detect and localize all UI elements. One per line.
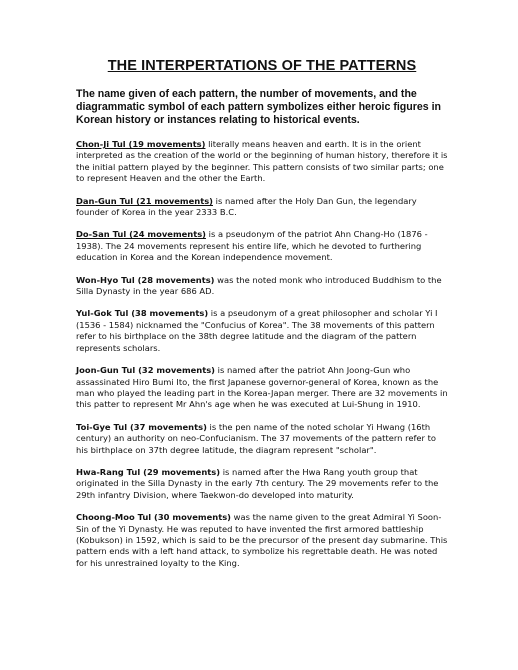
pattern-description: is a pseudonym of the patriot Ahn Chang-Ho (1876 - 1938). The 24 movements represent his entire life, which he devoted to furthering education in Korea and the Korean independence movement. (76, 229, 428, 263)
page-title: THE INTERPERTATIONS OF THE PATTERNS (107, 58, 417, 74)
pattern-entry-dan-gun (76, 196, 448, 219)
document-page (76, 58, 448, 580)
pattern-description: was the name given to the great Admiral Yi Soon-Sin of the Yi Dynasty. He was reputed to have invented the first armored battleship (Kobukson) in 1592, which is said to be the precursor of the present day submarine. This pattern ends with a left hand attack, to symbolize his regrettable death. He was noted for his unrestrained loyalty to the King. (76, 512, 448, 568)
pattern-description: was the noted monk who introduced Buddhism to the Silla Dynasty in the year 686 AD. (76, 274, 442, 297)
pattern-entry-yul-gok (76, 308, 448, 354)
pattern-description: is named after the Hwa Rang youth group that originated in the Silla Dynasty in the early 7th century. The 29 movements refer to the 29th infantry Division, where Taekwon-do developed into maturity. (76, 466, 439, 500)
pattern-entry-chon-ji (76, 139, 448, 185)
pattern-description: is named after the patriot Ahn Joong-Gun who assassinated Hiro Bumi Ito, the first Japanese governor-general of Korea, known as the man who played the leading part in the Korea-Japan merger. There are 32 movements in this patter to represent Mr Ahn's age when he was executed at Lui-Shung in 1910. (76, 365, 448, 410)
pattern-name: Dan-Gun Tul (21 movements) (76, 195, 213, 206)
pattern-description: is the pen name of the noted scholar Yi Hwang (16th century) an authority on neo-Confucianism. The 37 movements of the pattern refer to his birthplace on 37th degree latitude, the diagram represent "scholar". (76, 421, 436, 455)
pattern-entry-hwa-rang (76, 467, 448, 501)
pattern-entry-choong-moo (76, 512, 448, 569)
pattern-name: Yul-Gok Tul (38 movements) (76, 308, 209, 319)
pattern-description: is named after the Holy Dan Gun, the legendary founder of Korea in the year 2333 B.C. (76, 195, 417, 218)
pattern-description: literally means heaven and earth. It is in the orient interpreted as the creation of the world or the beginning of human history, therefore it is the initial pattern played by the beginner. This pattern consists of two similar parts; one to represent Heaven and the other the Earth. (76, 139, 448, 184)
pattern-name: Hwa-Rang Tul (29 movements) (76, 466, 221, 477)
pattern-entry-toi-gye (76, 422, 448, 456)
pattern-name: Choong-Moo Tul (30 movements) (76, 512, 231, 523)
pattern-name: Joon-Gun Tul (32 movements) (76, 365, 215, 376)
intro-paragraph: The name given of each pattern, the number of movements, and the diagrammatic symbol of each pattern symbolizes either heroic figures in Korean history or instances relating to historical events. (76, 88, 441, 126)
pattern-entry-do-san (76, 229, 448, 263)
pattern-entry-joon-gun (76, 365, 448, 411)
pattern-name: Toi-Gye Tul (37 movements) (76, 421, 207, 432)
pattern-name: Do-San Tul (24 movements) (76, 229, 206, 240)
pattern-name: Chon-Ji Tul (19 movements) (76, 139, 206, 149)
pattern-name: Won-Hyo Tul (28 movements) (76, 274, 215, 285)
pattern-entry-won-hyo (76, 275, 448, 298)
pattern-description: is a pseudonym of a great philosopher and scholar Yi I (1536 - 1584) nicknamed the "Confucius of Korea". The 38 movements of this pattern refer to his birthplace on the 38th degree latitude and the diagram of the pattern represents scholars. (76, 308, 438, 353)
